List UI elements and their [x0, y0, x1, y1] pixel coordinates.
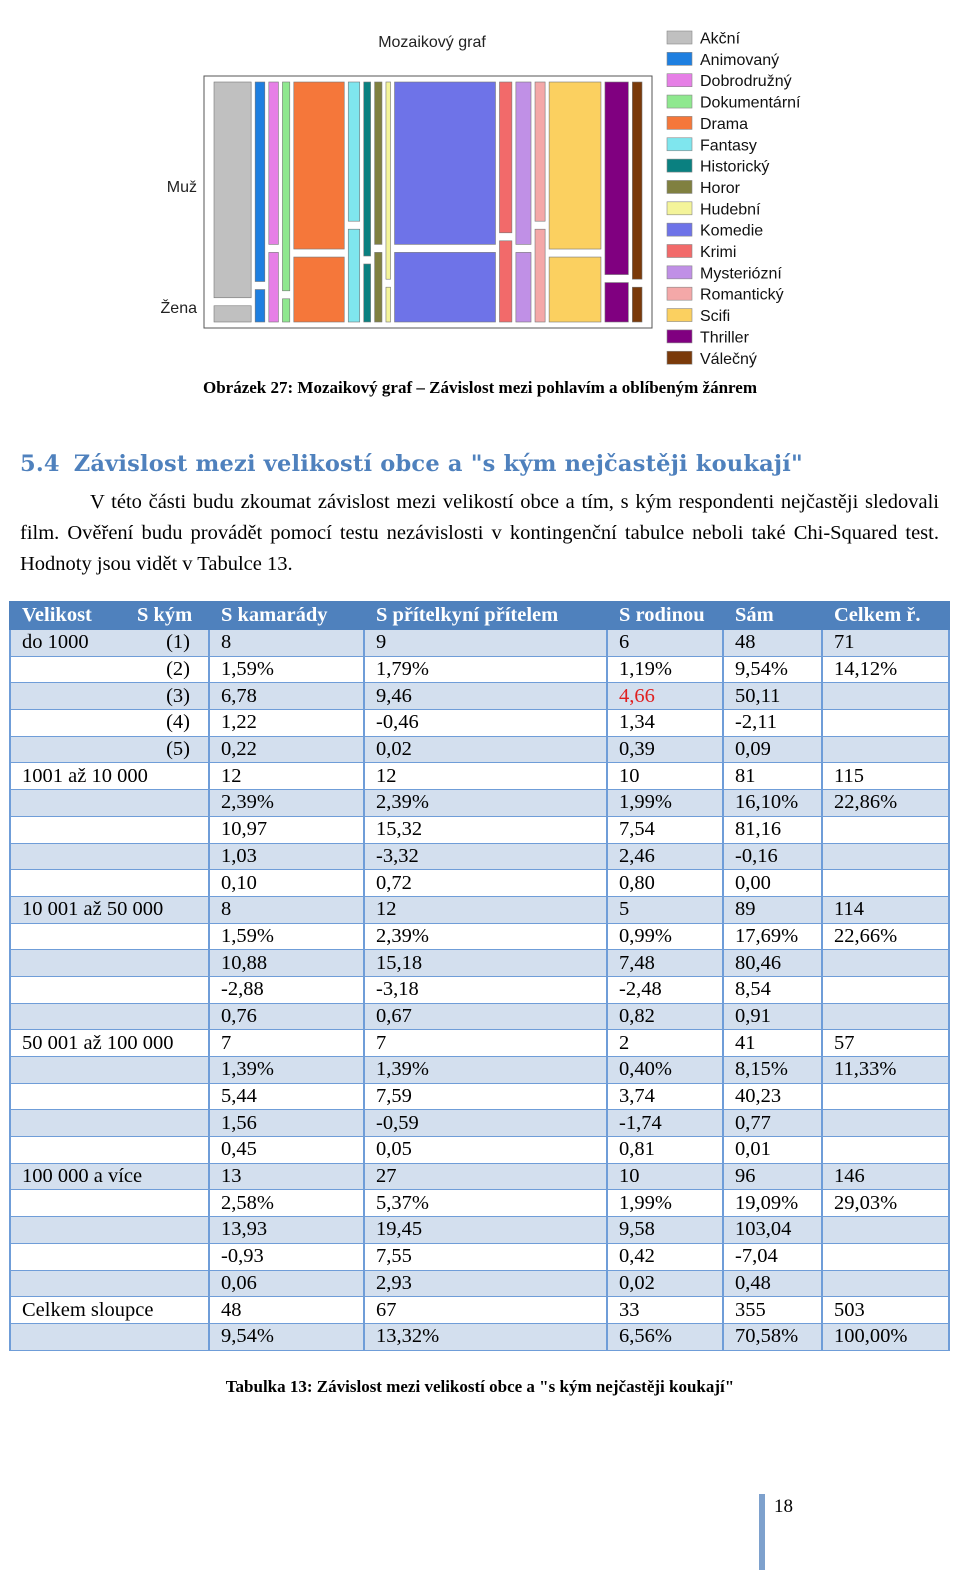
header-s-kym: S kým: [127, 602, 209, 630]
cell-s-rodinou: 2: [607, 1030, 723, 1057]
legend-label: Drama: [700, 115, 749, 133]
section-title: Závislost mezi velikostí obce a "s kým nejčastěji koukají": [73, 451, 803, 477]
cell-stat-index: (2): [127, 656, 209, 683]
cell-s-kamarady: -2,88: [209, 976, 364, 1003]
page-number-rule: [759, 1494, 765, 1570]
tile-muz-9: [395, 82, 496, 244]
legend-label: Krimi: [700, 244, 737, 261]
tile-zena-13: [549, 257, 601, 322]
cell-group-label: [10, 1110, 209, 1137]
tile-muz-2: [269, 82, 279, 244]
row-label-muz: Muž: [166, 179, 197, 196]
legend-swatch: [667, 223, 692, 236]
cell-group-label: 10 001 až 50 000: [10, 896, 209, 923]
cell-celkem: [822, 1217, 949, 1244]
legend-label: Scifi: [700, 308, 731, 326]
cell-s-pritelkyni: 12: [364, 896, 607, 923]
cell-s-pritelkyni: 0,67: [364, 1003, 607, 1030]
cell-group-label: [10, 1083, 209, 1110]
cell-s-kamarady: 13,93: [209, 1217, 364, 1244]
tile-muz-14: [605, 82, 628, 275]
cell-s-kamarady: 7: [209, 1030, 364, 1057]
cell-s-rodinou: 6,56%: [607, 1323, 723, 1350]
tile-muz-0: [214, 82, 251, 298]
tile-zena-0: [214, 306, 251, 322]
tile-muz-8: [386, 82, 391, 279]
cell-s-pritelkyni: -3,32: [364, 843, 607, 870]
cell-s-pritelkyni: 27: [364, 1163, 607, 1190]
tile-muz-6: [364, 82, 371, 256]
cell-group-label: [10, 1323, 209, 1350]
cell-s-rodinou: 0,99%: [607, 923, 723, 950]
tile-zena-14: [605, 283, 628, 322]
tile-zena-7: [375, 252, 382, 322]
legend-swatch: [667, 95, 692, 108]
cell-celkem: 146: [822, 1163, 949, 1190]
cell-s-kamarady: 1,39%: [209, 1057, 364, 1084]
cell-sam: -0,16: [723, 843, 822, 870]
cell-celkem: [822, 683, 949, 710]
tile-zena-4: [294, 257, 344, 322]
cell-s-pritelkyni: 15,18: [364, 950, 607, 977]
cell-group-label: [10, 843, 209, 870]
legend-label: Historický: [700, 158, 770, 176]
legend-label: Horor: [700, 179, 741, 197]
cell-group-label: do 1000: [10, 630, 127, 657]
legend-label: Komedie: [700, 222, 764, 240]
cell-s-pritelkyni: 19,45: [364, 1217, 607, 1244]
cell-group-label: [10, 976, 209, 1003]
tile-zena-10: [499, 241, 511, 322]
cell-s-rodinou: 10: [607, 763, 723, 790]
cell-s-rodinou: -2,48: [607, 976, 723, 1003]
cell-s-kamarady: 9,54%: [209, 1323, 364, 1350]
cell-celkem: 115: [822, 763, 949, 790]
cell-s-rodinou: 0,40%: [607, 1057, 723, 1084]
cell-sam: -2,11: [723, 710, 822, 737]
cell-sam: 8,15%: [723, 1057, 822, 1084]
cell-s-rodinou: 9,58: [607, 1217, 723, 1244]
mosaic-chart: [0, 0, 960, 380]
cell-s-rodinou: 7,54: [607, 816, 723, 843]
table-row: [10, 1137, 949, 1164]
cell-group-label: [10, 1243, 209, 1270]
cell-group-label: [10, 1217, 209, 1244]
cell-group-label: [10, 1137, 209, 1164]
header-celkem: Celkem ř.: [822, 602, 949, 630]
cell-sam: 0,01: [723, 1137, 822, 1164]
table-row: [10, 843, 949, 870]
cell-s-kamarady: 0,22: [209, 736, 364, 763]
cell-sam: 48: [723, 630, 822, 657]
cell-celkem: [822, 843, 949, 870]
tile-muz-1: [255, 82, 265, 282]
cell-sam: 0,48: [723, 1270, 822, 1297]
cell-s-rodinou: 10: [607, 1163, 723, 1190]
cell-celkem: [822, 1270, 949, 1297]
cell-celkem: [822, 736, 949, 763]
cell-sam: 89: [723, 896, 822, 923]
header-s-pritelkyni: S přítelkyní přítelem: [364, 602, 607, 630]
cell-s-kamarady: 1,59%: [209, 923, 364, 950]
cell-s-kamarady: 0,06: [209, 1270, 364, 1297]
cell-celkem: [822, 976, 949, 1003]
row-label-zena: Žena: [160, 300, 197, 317]
cell-s-pritelkyni: 2,39%: [364, 923, 607, 950]
legend-label: Válečný: [700, 350, 757, 368]
table-row: [10, 1190, 949, 1217]
cell-s-pritelkyni: -0,59: [364, 1110, 607, 1137]
cell-s-kamarady: 0,10: [209, 870, 364, 897]
section-heading: [20, 451, 803, 477]
tile-zena-1: [255, 290, 265, 322]
cell-s-pritelkyni: 0,02: [364, 736, 607, 763]
cell-s-rodinou: 0,02: [607, 1270, 723, 1297]
data-table: [9, 601, 950, 1351]
cell-celkem: 503: [822, 1297, 949, 1324]
cell-s-kamarady: 1,22: [209, 710, 364, 737]
cell-s-rodinou: 0,81: [607, 1137, 723, 1164]
cell-celkem: 22,66%: [822, 923, 949, 950]
cell-s-rodinou: 0,42: [607, 1243, 723, 1270]
table-row: [10, 1057, 949, 1084]
table-row: [10, 656, 949, 683]
cell-celkem: [822, 870, 949, 897]
cell-group-label: [10, 816, 209, 843]
cell-s-pritelkyni: 0,72: [364, 870, 607, 897]
cell-celkem: 11,33%: [822, 1057, 949, 1084]
table-caption: Tabulka 13: Závislost mezi velikostí obce a "s kým nejčastěji koukají": [225, 1377, 735, 1396]
cell-s-pritelkyni: 7: [364, 1030, 607, 1057]
tile-muz-5: [348, 82, 359, 221]
cell-s-kamarady: 48: [209, 1297, 364, 1324]
legend-swatch: [667, 116, 692, 129]
tile-zena-3: [282, 299, 289, 322]
cell-sam: -7,04: [723, 1243, 822, 1270]
legend-swatch: [667, 159, 692, 172]
cell-celkem: 57: [822, 1030, 949, 1057]
chart-legend: [667, 31, 801, 368]
cell-celkem: 114: [822, 896, 949, 923]
cell-s-rodinou: 5: [607, 896, 723, 923]
cell-s-kamarady: 2,39%: [209, 790, 364, 817]
mosaic-tiles: [214, 82, 642, 322]
cell-group-label: [10, 923, 209, 950]
legend-swatch: [667, 351, 692, 364]
cell-group-label: [10, 790, 209, 817]
tile-zena-2: [269, 252, 279, 322]
cell-s-rodinou: 33: [607, 1297, 723, 1324]
cell-s-kamarady: 6,78: [209, 683, 364, 710]
cell-s-rodinou: 7,48: [607, 950, 723, 977]
tile-muz-15: [632, 82, 642, 279]
cell-s-kamarady: 8: [209, 630, 364, 657]
cell-group-label: [10, 656, 127, 683]
table-row: [10, 1163, 949, 1190]
cell-s-kamarady: 8: [209, 896, 364, 923]
legend-swatch: [667, 52, 692, 65]
cell-sam: 103,04: [723, 1217, 822, 1244]
tile-zena-8: [386, 287, 391, 322]
header-s-kamarady: S kamarády: [209, 602, 364, 630]
chart-title: Mozaikový graf: [378, 34, 486, 51]
cell-sam: 19,09%: [723, 1190, 822, 1217]
cell-group-label: [10, 683, 127, 710]
cell-s-kamarady: 13: [209, 1163, 364, 1190]
cell-s-rodinou: 0,39: [607, 736, 723, 763]
legend-swatch: [667, 74, 692, 87]
cell-group-label: [10, 950, 209, 977]
table-row: [10, 790, 949, 817]
cell-sam: 96: [723, 1163, 822, 1190]
cell-s-pritelkyni: 7,55: [364, 1243, 607, 1270]
tile-muz-10: [499, 82, 511, 233]
tile-muz-11: [516, 82, 531, 244]
header-sam: Sám: [723, 602, 822, 630]
legend-label: Mysteriózní: [700, 265, 782, 283]
cell-celkem: [822, 1137, 949, 1164]
tile-zena-9: [395, 252, 496, 322]
cell-sam: 0,09: [723, 736, 822, 763]
table-row: [10, 710, 949, 737]
legend-swatch: [667, 309, 692, 322]
cell-sam: 17,69%: [723, 923, 822, 950]
cell-group-label: 1001 až 10 000: [10, 763, 209, 790]
table-row: [10, 1030, 949, 1057]
figure-caption: Obrázek 27: Mozaikový graf – Závislost mezi pohlavím a oblíbeným žánrem: [202, 378, 758, 397]
legend-swatch: [667, 202, 692, 215]
cell-sam: 81: [723, 763, 822, 790]
tile-muz-7: [375, 82, 382, 244]
section-number: 5.4: [20, 451, 60, 477]
table-row: [10, 896, 949, 923]
cell-celkem: 14,12%: [822, 656, 949, 683]
cell-sam: 40,23: [723, 1083, 822, 1110]
cell-sam: 355: [723, 1297, 822, 1324]
table-body: [10, 630, 949, 1351]
cell-s-pritelkyni: 5,37%: [364, 1190, 607, 1217]
paragraph-text: V této části budu zkoumat závislost mezi velikostí obce a tím, s kým respondenti nejčastěji sledovali film. Ověření budu provádět pomocí testu nezávislosti v kontingenční tabulce neboli také Chi-Squared test. Hodnoty jsou vidět v Tabulce 13.: [20, 491, 939, 575]
cell-group-label: [10, 1270, 209, 1297]
tile-zena-15: [632, 287, 642, 322]
table-row: [10, 1110, 949, 1137]
cell-s-rodinou: 2,46: [607, 843, 723, 870]
cell-celkem: [822, 1083, 949, 1110]
cell-s-rodinou: 0,82: [607, 1003, 723, 1030]
cell-s-rodinou: 6: [607, 630, 723, 657]
cell-group-label: [10, 870, 209, 897]
legend-swatch: [667, 245, 692, 258]
table-header-row: [10, 602, 949, 630]
table-row: [10, 683, 949, 710]
cell-s-pritelkyni: -0,46: [364, 710, 607, 737]
cell-s-kamarady: 5,44: [209, 1083, 364, 1110]
tile-zena-5: [348, 229, 359, 322]
cell-group-label: [10, 1190, 209, 1217]
table-row: [10, 976, 949, 1003]
cell-s-rodinou: 1,99%: [607, 1190, 723, 1217]
legend-swatch: [667, 31, 692, 44]
tile-zena-6: [364, 264, 371, 322]
legend-label: Thriller: [700, 329, 749, 347]
legend-label: Animovaný: [700, 51, 780, 69]
tile-muz-4: [294, 82, 344, 249]
cell-group-label: [10, 1003, 209, 1030]
cell-stat-index: (1): [127, 630, 209, 657]
cell-sam: 81,16: [723, 816, 822, 843]
cell-s-kamarady: 1,56: [209, 1110, 364, 1137]
cell-celkem: [822, 710, 949, 737]
cell-celkem: 29,03%: [822, 1190, 949, 1217]
cell-group-label: [10, 710, 127, 737]
legend-label: Dokumentární: [700, 94, 801, 112]
cell-stat-index: (4): [127, 710, 209, 737]
cell-sam: 8,54: [723, 976, 822, 1003]
legend-label: Dobrodružný: [700, 73, 792, 91]
table-row: [10, 1323, 949, 1350]
tile-muz-12: [535, 82, 545, 221]
tile-zena-11: [516, 252, 531, 322]
table-row: [10, 630, 949, 657]
legend-swatch: [667, 180, 692, 193]
cell-s-kamarady: 2,58%: [209, 1190, 364, 1217]
cell-s-rodinou: 0,80: [607, 870, 723, 897]
cell-sam: 41: [723, 1030, 822, 1057]
table-row: [10, 816, 949, 843]
table-row: [10, 1003, 949, 1030]
cell-s-pritelkyni: 7,59: [364, 1083, 607, 1110]
table-row: [10, 870, 949, 897]
cell-s-pritelkyni: 1,39%: [364, 1057, 607, 1084]
cell-sam: 0,00: [723, 870, 822, 897]
cell-sam: 9,54%: [723, 656, 822, 683]
page-number: 18: [774, 1496, 793, 1517]
table-row: [10, 763, 949, 790]
cell-sam: 70,58%: [723, 1323, 822, 1350]
cell-celkem: [822, 950, 949, 977]
legend-swatch: [667, 287, 692, 300]
cell-s-rodinou: 1,19%: [607, 656, 723, 683]
cell-s-kamarady: -0,93: [209, 1243, 364, 1270]
table-row: [10, 1217, 949, 1244]
legend-label: Akční: [700, 30, 741, 48]
cell-s-pritelkyni: 13,32%: [364, 1323, 607, 1350]
cell-s-pritelkyni: 9: [364, 630, 607, 657]
cell-sam: 0,91: [723, 1003, 822, 1030]
cell-celkem: [822, 1243, 949, 1270]
cell-stat-index: (3): [127, 683, 209, 710]
table-row: [10, 1083, 949, 1110]
cell-s-pritelkyni: -3,18: [364, 976, 607, 1003]
cell-group-label: 100 000 a více: [10, 1163, 209, 1190]
table-row: [10, 1297, 949, 1324]
cell-s-rodinou: 1,34: [607, 710, 723, 737]
cell-group-label: 50 001 až 100 000: [10, 1030, 209, 1057]
table-row: [10, 923, 949, 950]
cell-s-kamarady: 12: [209, 763, 364, 790]
cell-stat-index: (5): [127, 736, 209, 763]
cell-s-pritelkyni: 2,93: [364, 1270, 607, 1297]
cell-s-kamarady: 1,59%: [209, 656, 364, 683]
cell-s-kamarady: 10,88: [209, 950, 364, 977]
cell-s-pritelkyni: 9,46: [364, 683, 607, 710]
cell-s-pritelkyni: 67: [364, 1297, 607, 1324]
cell-s-kamarady: 0,76: [209, 1003, 364, 1030]
table-row: [10, 736, 949, 763]
cell-celkem: 71: [822, 630, 949, 657]
section-paragraph: [20, 487, 939, 580]
legend-label: Fantasy: [700, 137, 757, 155]
legend-label: Hudební: [700, 201, 761, 219]
cell-celkem: [822, 1110, 949, 1137]
cell-s-pritelkyni: 2,39%: [364, 790, 607, 817]
cell-celkem: [822, 816, 949, 843]
table-row: [10, 1270, 949, 1297]
tile-muz-13: [549, 82, 601, 249]
cell-s-pritelkyni: 15,32: [364, 816, 607, 843]
legend-label: Romantický: [700, 286, 784, 304]
cell-sam: 50,11: [723, 683, 822, 710]
header-s-rodinou: S rodinou: [607, 602, 723, 630]
legend-swatch: [667, 138, 692, 151]
table-row: [10, 950, 949, 977]
header-velikost: Velikost: [10, 602, 127, 630]
tile-zena-12: [535, 229, 545, 322]
cell-sam: 0,77: [723, 1110, 822, 1137]
cell-celkem: 100,00%: [822, 1323, 949, 1350]
cell-s-rodinou: 1,99%: [607, 790, 723, 817]
cell-s-pritelkyni: 1,79%: [364, 656, 607, 683]
cell-sam: 80,46: [723, 950, 822, 977]
cell-celkem: 22,86%: [822, 790, 949, 817]
cell-s-rodinou: -1,74: [607, 1110, 723, 1137]
cell-group-label: Celkem sloupce: [10, 1297, 209, 1324]
cell-s-kamarady: 1,03: [209, 843, 364, 870]
cell-s-pritelkyni: 12: [364, 763, 607, 790]
cell-sam: 16,10%: [723, 790, 822, 817]
legend-swatch: [667, 266, 692, 279]
cell-s-pritelkyni: 0,05: [364, 1137, 607, 1164]
cell-s-kamarady: 10,97: [209, 816, 364, 843]
cell-s-kamarady: 0,45: [209, 1137, 364, 1164]
cell-celkem: [822, 1003, 949, 1030]
table-row: [10, 1243, 949, 1270]
cell-group-label: [10, 1057, 209, 1084]
cell-group-label: [10, 736, 127, 763]
cell-s-rodinou: 3,74: [607, 1083, 723, 1110]
legend-swatch: [667, 330, 692, 343]
cell-s-rodinou: 4,66: [607, 683, 723, 710]
tile-muz-3: [282, 82, 289, 291]
